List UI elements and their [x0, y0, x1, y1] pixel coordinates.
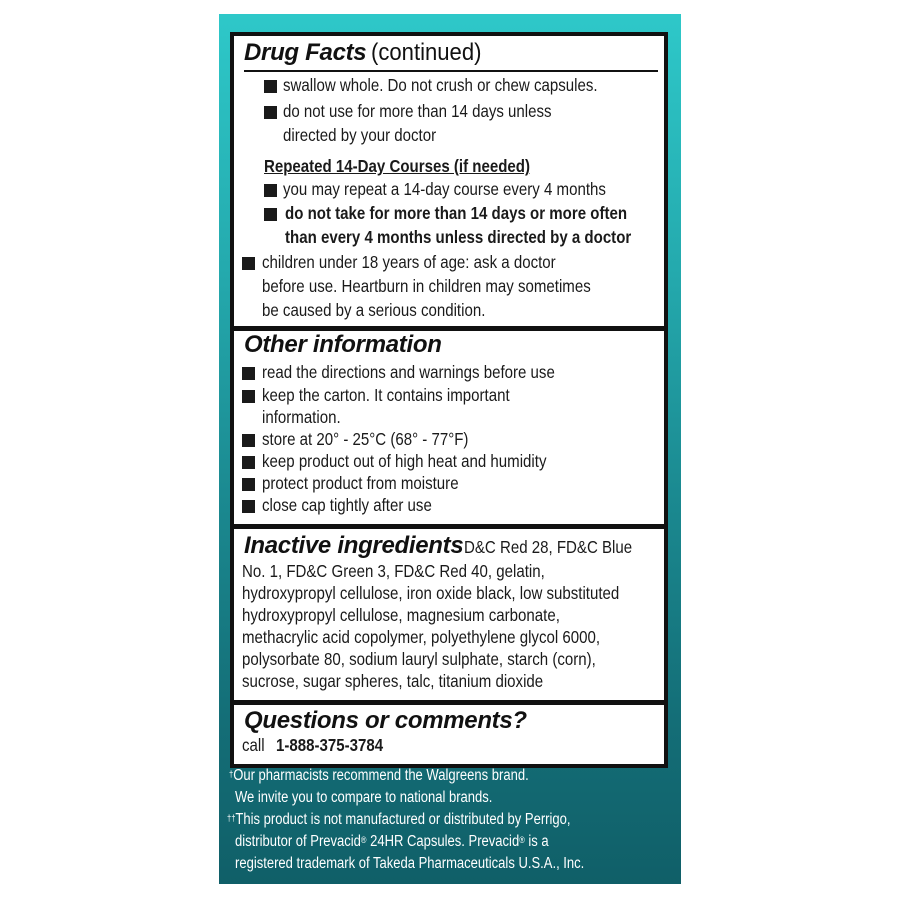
repeated-courses-warning-continued: than every 4 months unless directed by a doctor — [285, 227, 632, 247]
directions-item: swallow whole. Do not crush or chew capsules. — [283, 75, 598, 95]
drug-facts-panel — [230, 32, 668, 768]
other-info-item: keep the carton. It contains important — [262, 385, 510, 405]
dagger-mark: † — [229, 769, 234, 779]
bullet-icon — [242, 434, 255, 447]
footnote-trademark: registered trademark of Takeda Pharmaceuticals U.S.A., Inc. — [235, 855, 585, 872]
bullet-icon — [264, 80, 277, 93]
footnote-line: Our pharmacists recommend the Walgreens brand. — [233, 767, 529, 784]
inactive-ingredients-section — [234, 529, 664, 700]
call-label: call — [242, 735, 265, 755]
drug-facts-title-suffix: (continued) — [371, 39, 482, 66]
phone-number: 1-888-375-3784 — [276, 735, 384, 755]
inactive-ingredients-line: No. 1, FD&C Green 3, FD&C Red 40, gelatin, — [242, 561, 545, 581]
footnote-compare: We invite you to compare to national brands. — [235, 789, 493, 806]
carton-side-panel — [219, 14, 681, 884]
drug-facts-section — [234, 36, 664, 328]
repeated-courses-item: you may repeat a 14-day course every 4 months — [283, 179, 606, 199]
bullet-icon — [242, 257, 255, 270]
footnote-perrigo — [227, 810, 570, 830]
other-info-item: close cap tightly after use — [262, 495, 432, 515]
registered-mark: ® — [360, 835, 367, 845]
inactive-ingredients-line: D&C Red 28, FD&C Blue — [464, 537, 633, 557]
double-dagger-mark: †† — [227, 813, 236, 823]
children-warning: children under 18 years of age: ask a doctor — [262, 252, 556, 272]
bullet-icon — [242, 500, 255, 513]
other-information-heading: Other information — [244, 331, 442, 358]
bullet-icon — [264, 184, 277, 197]
footnote-text: 24HR Capsules. Prevacid — [366, 833, 520, 850]
bullet-icon — [264, 208, 277, 221]
inactive-ingredients-line: hydroxypropyl cellulose, iron oxide black, low substituted — [242, 583, 620, 603]
directions-item: do not use for more than 14 days unless — [283, 101, 552, 121]
other-info-item-continued: information. — [262, 407, 341, 427]
footnote-line: This product is not manufactured or distributed by Perrigo, — [235, 811, 571, 828]
registered-mark: ® — [519, 835, 525, 845]
footnote-walgreens — [229, 766, 529, 786]
other-information-section — [234, 331, 664, 524]
bullet-icon — [242, 367, 255, 380]
children-warning-line2: before use. Heartburn in children may sometimes — [262, 276, 591, 296]
children-warning-line3: be caused by a serious condition. — [262, 300, 486, 320]
drug-facts-title: Drug Facts — [244, 39, 367, 66]
bullet-icon — [242, 390, 255, 403]
questions-heading: Questions or comments? — [244, 707, 527, 734]
directions-item-continued: directed by your doctor — [283, 125, 437, 145]
bullet-icon — [242, 478, 255, 491]
inactive-ingredients-heading: Inactive ingredients — [244, 532, 464, 559]
footnote-text: distributor of Prevacid — [235, 833, 361, 850]
other-info-item: keep product out of high heat and humidity — [262, 451, 547, 471]
inactive-ingredients-line: sucrose, sugar spheres, talc, titanium dioxide — [242, 671, 544, 691]
footnote-prevacid — [235, 832, 549, 852]
other-info-item: store at 20° - 25°C (68° - 77°F) — [262, 429, 469, 449]
other-info-item: protect product from moisture — [262, 473, 459, 493]
questions-section — [234, 705, 664, 764]
repeated-courses-heading: Repeated 14-Day Courses (if needed) — [264, 156, 530, 176]
footnote-text: is a — [524, 833, 549, 850]
inactive-ingredients-line: polysorbate 80, sodium lauryl sulphate, starch (corn), — [242, 649, 596, 669]
repeated-courses-warning: do not take for more than 14 days or more often — [285, 203, 628, 223]
inactive-ingredients-line: methacrylic acid copolymer, polyethylene glycol 6000, — [242, 627, 601, 647]
title-underline — [244, 70, 658, 72]
bullet-icon — [264, 106, 277, 119]
other-info-item: read the directions and warnings before use — [262, 362, 555, 382]
bullet-icon — [242, 456, 255, 469]
inactive-ingredients-line: hydroxypropyl cellulose, magnesium carbonate, — [242, 605, 560, 625]
